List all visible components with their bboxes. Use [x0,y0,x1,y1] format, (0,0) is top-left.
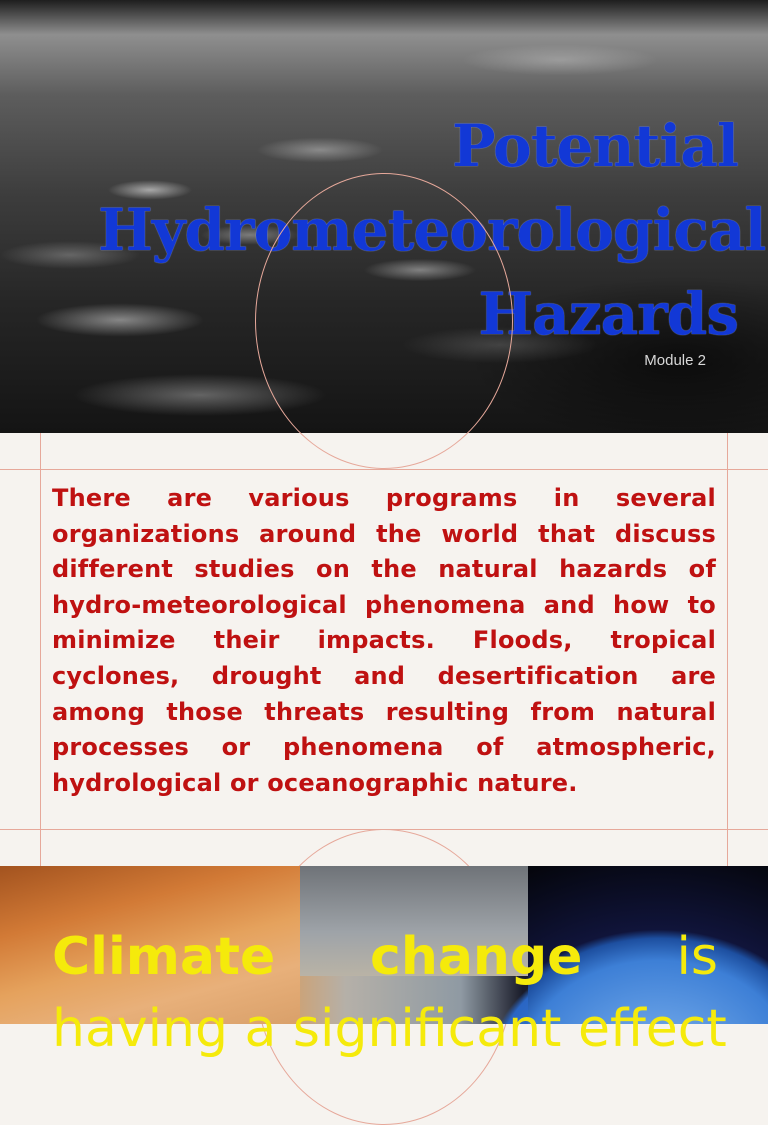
divider-left [40,433,41,866]
text-slide [0,433,768,866]
divider-top [0,469,768,470]
title-line-2: Hydrometeorological [98,196,766,264]
headline-word-2: change [370,927,583,987]
title-line-1: Potential [451,112,738,180]
headline-word-1: Climate [52,927,276,987]
body-paragraph: There are various programs in several organizations around the world that discuss different studies on the natural hazards of hydro-meteorological phenomena and how to minimize their impacts. Floods, tropical cyclones, drought and desertification are among those threats resulting from natural processes or phenomena of atmospheric, hydrological or oceanographic nature. [52,484,716,797]
slide-subtitle: Module 2 [644,352,706,369]
climate-headline-second-line: having a significant effect [52,999,727,1059]
title-line-3: Hazards [478,280,738,348]
climate-slide [0,866,768,1059]
divider-right [727,433,728,866]
headline-word-3: is [676,927,718,987]
decorative-arc-top [255,173,513,469]
